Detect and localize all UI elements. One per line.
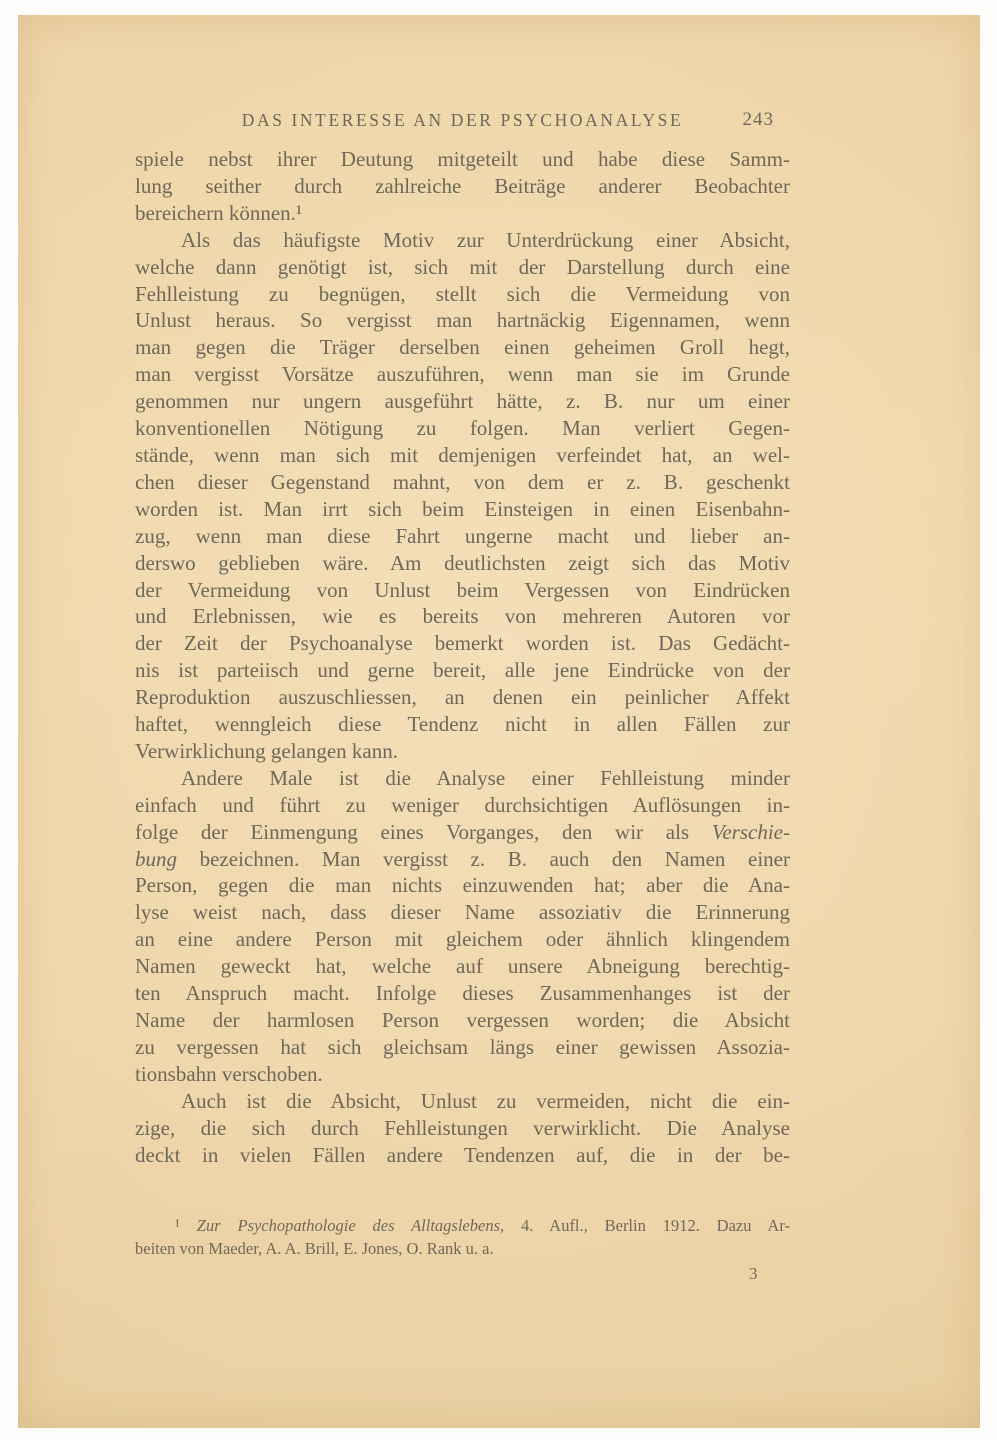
paragraph: [135, 1088, 790, 1169]
text-line: nis ist parteiisch und gerne bereit, alle jene Eindrücke von der: [135, 658, 790, 683]
text-line: Andere Male ist die Analyse einer Fehlleistung minder: [181, 765, 790, 790]
text-line: und Erlebnissen, wie es bereits von mehreren Autoren vor: [135, 604, 790, 629]
text-line: beiten von Maeder, A. A. Brill, E. Jones, O. Rank u. a.: [135, 1238, 494, 1258]
text-line: man vergisst Vorsätze auszuführen, wenn man sie im Grunde: [135, 362, 790, 387]
running-head: [135, 110, 790, 134]
text-line: derswo geblieben wäre. Am deutlichsten zeigt sich das Motiv: [135, 550, 790, 575]
text-line: zu vergessen hat sich gleichsam längs einer gewissen Assozia-: [135, 1034, 790, 1059]
text-line: ¹ Zur Psychopathologie des Alltagslebens, 4. Aufl., Berlin 1912. Dazu Ar-: [175, 1216, 790, 1235]
footnote: [135, 1215, 790, 1260]
text-line: stände, wenn man sich mit demjenigen verfeindet hat, an wel-: [135, 442, 790, 467]
text-line: worden ist. Man irrt sich beim Einsteigen in einen Eisenbahn-: [135, 496, 790, 521]
text-line: Verwirklichung gelangen kann.: [135, 738, 399, 763]
paragraph: [135, 146, 790, 227]
text-line: der Zeit der Psychoanalyse bemerkt worden ist. Das Gedächt-: [135, 631, 790, 656]
text-line: konventionellen Nötigung zu folgen. Man verliert Gegen-: [135, 416, 790, 441]
text-line: Als das häufigste Motiv zur Unterdrückung einer Absicht,: [181, 227, 790, 252]
text-line: an eine andere Person mit gleichem oder ähnlich klingendem: [135, 927, 790, 952]
text-line: bung bezeichnen. Man vergisst z. B. auch den Namen einer: [135, 846, 790, 871]
page-number: 243: [742, 109, 774, 130]
text-line: lung seither durch zahlreiche Beiträge anderer Beobachter: [135, 173, 790, 198]
text-line: zug, wenn man diese Fahrt ungerne macht und lieber an-: [135, 523, 790, 548]
text-line: der Vermeidung von Unlust beim Vergessen von Eindrücken: [135, 577, 790, 602]
text-line: Person, gegen die man nichts einzuwenden hat; aber die Ana-: [135, 873, 790, 898]
text-line: chen dieser Gegenstand mahnt, von dem er z. B. geschenkt: [135, 469, 790, 494]
text-line: haftet, wenngleich diese Tendenz nicht in allen Fällen zur: [135, 712, 790, 737]
text-line: Reproduktion auszuschliessen, an denen ein peinlicher Affekt: [135, 685, 790, 710]
text-line: genommen nur ungern ausgeführt hätte, z. B. nur um einer: [135, 389, 790, 414]
text-line: folge der Einmengung eines Vorganges, den wir als Verschie-: [135, 819, 790, 844]
running-head-title: DAS INTERESSE AN DER PSYCHOANALYSE: [241, 110, 684, 130]
text-line: ten Anspruch macht. Infolge dieses Zusammenhanges ist der: [135, 981, 790, 1006]
text-line: Fehlleistung zu begnügen, stellt sich die Vermeidung von: [135, 281, 790, 306]
text-line: zige, die sich durch Fehlleistungen verwirklicht. Die Analyse: [135, 1115, 790, 1140]
book-page: [18, 15, 980, 1428]
text-line: deckt in vielen Fällen andere Tendenzen auf, die in der be-: [135, 1142, 790, 1167]
text-line: man gegen die Träger derselben einen geheimen Groll hegt,: [135, 335, 790, 360]
text-line: lyse weist nach, dass dieser Name assoziativ die Erinnerung: [135, 900, 790, 925]
paragraph: [135, 765, 790, 1088]
text-line: welche dann genötigt ist, sich mit der Darstellung durch eine: [135, 254, 790, 279]
text-line: spiele nebst ihrer Deutung mitgeteilt und habe diese Samm-: [135, 147, 790, 171]
text-line: bereichern können.¹: [135, 200, 303, 225]
text-line: Auch ist die Absicht, Unlust zu vermeiden, nicht die ein-: [181, 1088, 790, 1113]
text-line: Unlust heraus. So vergisst man hartnäckig Eigennamen, wenn: [135, 308, 790, 333]
paragraph: [135, 227, 790, 765]
signature-mark: 3: [749, 1264, 758, 1283]
body-text-column: [135, 146, 790, 1168]
text-line: Name der harmlosen Person vergessen worden; die Absicht: [135, 1008, 790, 1032]
text-line: Namen geweckt hat, welche auf unsere Abneigung berechtig-: [135, 954, 790, 979]
text-line: tionsbahn verschoben.: [135, 1061, 323, 1086]
text-line: einfach und führt zu weniger durchsichtigen Auflösungen in-: [135, 792, 790, 817]
